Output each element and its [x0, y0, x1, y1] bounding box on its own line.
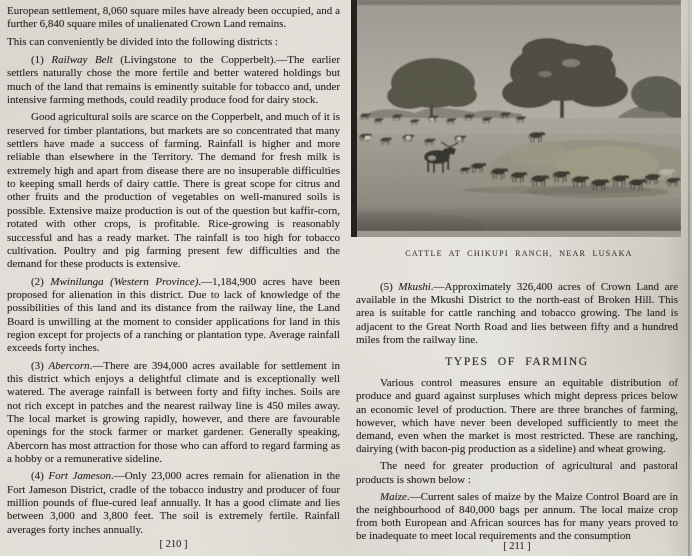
photo-caption: CATTLE AT CHIKUPI RANCH, NEAR LUSAKA — [405, 249, 633, 258]
paragraph-text: This can conveniently be divided into the following districts : — [7, 35, 278, 48]
paragraph-text: (Livingstone to the Copperbelt).—The earlier settlers naturally chose the more fertile and better watered holdings but much of the land that remains is eminently suitable for tobacco and, under intensive farming methods, could readily produce food for dairy stock. — [7, 54, 340, 107]
paragraph-text: Various control measures ensure an equitable distribution of produce and guard against surpluses which might depress prices below an economic level of production. There are three branches of farming, however, which have never been developed sufficiently to meet the demand, even when the market is most restricted. These are ranching, dairying (with bacon-pig production as a sideline) and wheat growing. — [356, 377, 678, 456]
district-number: (3) — [31, 359, 49, 372]
paragraph-text: .—There are 394,000 acres available for settlement in this district which enjoys a delightful climate and is exceptionally well watered. The average rainfall is between forty and fifty inches. Soils are not rich except in patches and the nearest railway line is 450 miles away. The local market is growing rapidly, however, and there are favourable openings for the stock farmer or market gardener. Generally speaking, Abercorn has most attraction for those who can afford to regard farming as a hobby or a remunerative sideline. — [7, 359, 340, 465]
paragraph-text: The need for greater production of agricultural and pastoral products is shown below : — [356, 460, 678, 486]
district-number: (4) — [31, 470, 49, 483]
page-edge-shadow — [688, 0, 690, 556]
paragraph-text: .—Approximately 326,400 acres of Crown Land are available in the Mkushi District to the north-east of Broken Hill. This area is suitable for cattle ranching and tobacco growing. The land is adjacent to the Great North Road and lies between fifty and a hundred miles from the railway line. — [356, 281, 679, 346]
paragraph-text: .—Current sales of maize by the Maize Control Board are in the neighbourhood of 840,000 bags per annum. The local maize crop from both European and African sources has for many years proved to be inadequate to meet local requirements and the consumption — [356, 490, 678, 543]
district-name-italic: Mwinilunga (Western Province) — [50, 275, 199, 288]
district-name-italic: Railway Belt — [51, 54, 113, 67]
district-2-mwinilunga-paragraph — [7, 276, 340, 356]
maize-name-italic: Maize — [380, 490, 407, 503]
paragraph-text: Good agricultural soils are scarce on the Copperbelt, and much of it is reserved for timber plantations, but markets are so concentrated that many settlers have made a success of farming. Rainfall is higher and more reliable than elsewhere in the Territory. The demand for fresh milk is extremely high and apart from disease there are no insuperable difficulties to keeping small herds of dairy cattle. There is great scope for citrus and other fruits and the production of vegetables on well-manured soils is possible. Extensive maize production is out of the question but kaffir-corn, rotated with other crops, is profitable. Rice-growing is reasonably successful and has a ready market. The rainfall is too high for tobacco cultivation. Poultry and pig farming present few difficulties and the demand for these products is extensive. — [7, 111, 340, 271]
right-page-number: [ 211 ] — [503, 541, 531, 552]
right-page — [356, 266, 678, 548]
farming-control-paragraph — [356, 377, 678, 456]
need-paragraph — [356, 460, 678, 486]
district-number: (1) — [31, 54, 52, 67]
district-1-railway-belt-paragraph — [7, 54, 340, 107]
district-3-abercorn-paragraph — [7, 360, 340, 467]
district-name-italic: Fort Jameson — [48, 470, 111, 483]
district-4-fort-jameson-paragraph — [7, 470, 340, 537]
maize-paragraph — [356, 491, 678, 544]
cattle-photo — [351, 0, 681, 237]
section-heading-types-of-farming: TYPES OF FARMING — [445, 356, 589, 369]
district-5-mkushi-paragraph — [356, 281, 678, 347]
intro-paragraph-1 — [7, 5, 340, 32]
district-name-italic: Mkushi — [398, 281, 431, 293]
district-name-italic: Abercorn — [48, 359, 90, 372]
cattle-photo-illustration — [357, 0, 681, 231]
paragraph-text: .—1,184,900 acres have been proposed for alienation in this district. Due to lack of knowledge of the possibilities of this land and its distance from the railway line, the Land Board is unwilling at the moment to consider applications for land in this region except for projects of a ranching or plantation type. Average rainfall exceeds forty inches. — [7, 275, 340, 355]
paragraph-text: .—Only 23,000 acres remain for alienation in the Fort Jameson District, cradle of the tobacco industry and producer of four million pounds of flue-cured leaf annually. It has a good climate and lies between 3,000 and 3,800 feet. The soil is extremely fertile. Rainfall averages forty inches annually. — [7, 470, 341, 536]
district-number: (5) — [380, 281, 399, 293]
district-number: (2) — [31, 275, 51, 288]
intro-paragraph-2 — [7, 36, 340, 49]
paragraph-text: European settlement, 8,060 square miles have already been occupied, and a further 6,840 square miles of unalienated Crown Land remains. — [7, 5, 340, 31]
copperbelt-paragraph — [7, 111, 340, 271]
left-page-number: [ 210 ] — [159, 539, 188, 550]
left-page — [7, 5, 340, 541]
